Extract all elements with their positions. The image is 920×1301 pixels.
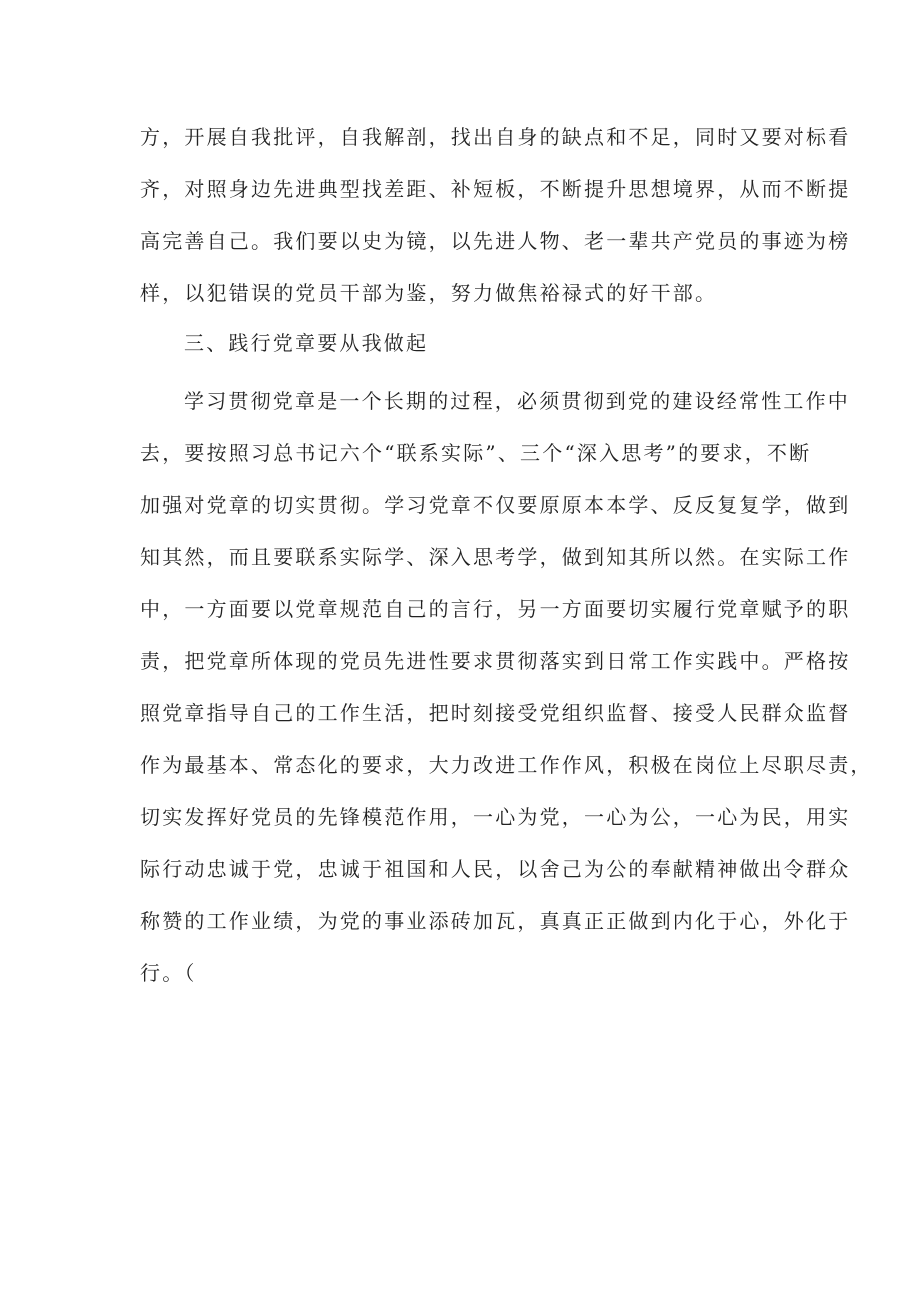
section-heading-text: 三、践行党章要从我做起 [184, 331, 429, 355]
paragraph-2-line: 照党章指导自己的工作生活，把时刻接受党组织监督、接受人民群众监督 [140, 701, 851, 725]
paragraph-1 [140, 120, 851, 310]
paragraph-2-line: 去，要按照习总书记六个“联系实际”、三个“深入思考”的要求，不断 [140, 441, 812, 465]
paragraph-1-line: 方，开展自我批评，自我解剖，找出自身的缺点和不足，同时又要对标看 [140, 125, 851, 149]
paragraph-2-line: 切实发挥好党员的先锋模范作用，一心为党，一心为公，一心为民，用实 [140, 805, 851, 829]
paragraph-2-line: 知其然，而且要联系实际学、深入思考学，做到知其所以然。在实际工作 [140, 545, 851, 569]
section-heading [184, 326, 834, 360]
paragraph-2-line: 际行动忠诚于党，忠诚于祖国和人民，以舍己为公的奉献精神做出令群众 [140, 857, 851, 881]
paragraph-1-line: 齐，对照身边先进典型找差距、补短板，不断提升思想境界，从而不断提 [140, 177, 851, 201]
paragraph-2-line: 作为最基本、常态化的要求，大力改进工作作风，积极在岗位上尽职尽责， [140, 753, 873, 777]
paragraph-2-line: 责，把党章所体现的党员先进性要求贯彻落实到日常工作实践中。严格按 [140, 649, 851, 673]
paragraph-2 [140, 384, 873, 990]
paragraph-2-line: 加强对党章的切实贯彻。学习党章不仅要原原本本学、反反复复学，做到 [140, 493, 851, 517]
paragraph-1-line: 样，以犯错误的党员干部为鉴，努力做焦裕禄式的好干部。 [140, 281, 718, 305]
paragraph-2-line: 中，一方面要以党章规范自己的言行，另一方面要切实履行党章赋予的职 [140, 597, 851, 621]
paragraph-1-line: 高完善自己。我们要以史为镜，以先进人物、老一辈共产党员的事迹为榜 [140, 229, 851, 253]
paragraph-2-line: 学习贯彻党章是一个长期的过程，必须贯彻到党的建设经常性工作中 [184, 389, 850, 413]
paragraph-2-line: 行。（ [140, 961, 197, 985]
paragraph-2-line: 称赞的工作业绩，为党的事业添砖加瓦，真真正正做到内化于心，外化于 [140, 909, 851, 933]
